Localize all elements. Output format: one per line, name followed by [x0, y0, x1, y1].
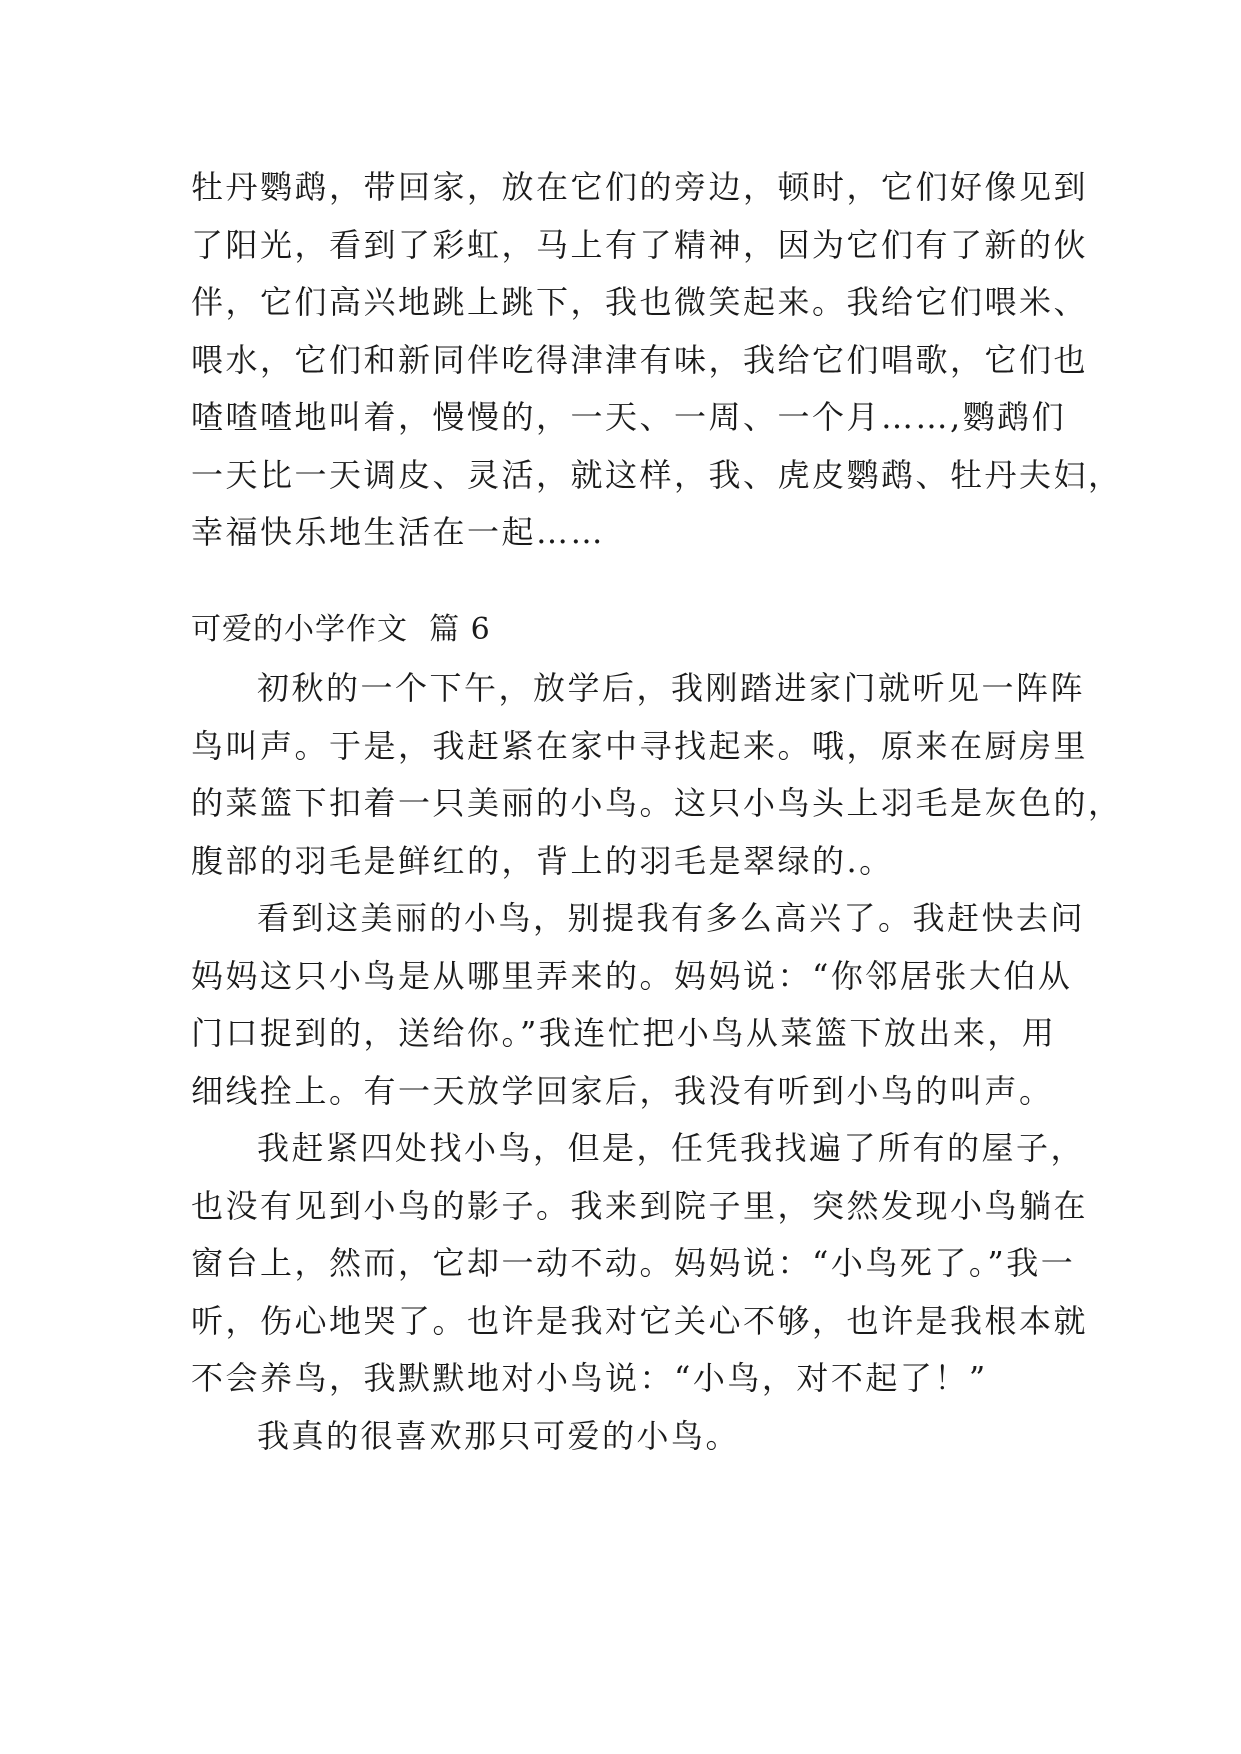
paragraph-line: 喳喳喳地叫着，慢慢的，一天、一周、一个月……,鹦鹉们 — [191, 398, 1067, 436]
paragraph-line: 门口捉到的，送给你。”我连忙把小鸟从菜篮下放出来，用 — [191, 1014, 1057, 1052]
paragraph-first-line: 我赶紧四处找小鸟，但是，任凭我找遍了所有的屋子， — [257, 1129, 1086, 1167]
previous-section-paragraph — [191, 159, 1123, 562]
paragraph-line: 牡丹鹦鹉，带回家，放在它们的旁边，顿时，它们好像见到 — [191, 168, 1089, 206]
paragraph-line: 鸟叫声。于是，我赶紧在家中寻找起来。哦，原来在厨房里 — [191, 726, 1089, 765]
essay-title: 可爱的小学作文 篇 6 — [191, 612, 491, 647]
paragraph-line: 听，伤心地哭了。也许是我对它关心不够，也许是我根本就 — [191, 1301, 1089, 1340]
paragraph-first-line: 初秋的一个下午，放学后，我刚踏进家门就听见一阵阵 — [257, 669, 1086, 707]
paragraph-line: 幸福快乐地生活在一起…… — [191, 513, 606, 551]
paragraph-line: 喂水，它们和新同伴吃得津津有味，我给它们唱歌，它们也 — [191, 340, 1089, 379]
paragraph-line: 也没有见到小鸟的影子。我来到院子里，突然发现小鸟躺在 — [191, 1186, 1089, 1225]
paragraph-line: 细线拴上。有一天放学回家后，我没有听到小鸟的叫声。 — [191, 1071, 1054, 1110]
paragraph-line: 一天比一天调皮、灵活，就这样，我、虎皮鹦鹉、牡丹夫妇， — [191, 455, 1123, 494]
paragraph-line: 妈妈这只小鸟是从哪里弄来的。妈妈说：“你邻居张大伯从 — [191, 956, 1073, 995]
paragraph-line: 伴，它们高兴地跳上跳下，我也微笑起来。我给它们喂米、 — [191, 283, 1089, 321]
paragraph-line: 不会养鸟，我默默地对小鸟说：“小鸟，对不起了！” — [191, 1359, 988, 1397]
essay-body — [191, 660, 1123, 1465]
paragraph-line: 腹部的羽毛是鲜红的，背上的羽毛是翠绿的.。 — [191, 841, 894, 880]
paragraph-line: 了阳光，看到了彩虹，马上有了精神，因为它们有了新的伙 — [191, 225, 1089, 264]
paragraph-line: 窗台上，然而，它却一动不动。妈妈说：“小鸟死了。”我一 — [191, 1244, 1076, 1282]
paragraph-line: 的菜篮下扣着一只美丽的小鸟。这只小鸟头上羽毛是灰色的， — [191, 784, 1123, 822]
paragraph-first-line: 看到这美丽的小鸟，别提我有多么高兴了。我赶快去问 — [257, 899, 1086, 937]
paragraph-first-line: 我真的很喜欢那只可爱的小鸟。 — [257, 1416, 741, 1455]
